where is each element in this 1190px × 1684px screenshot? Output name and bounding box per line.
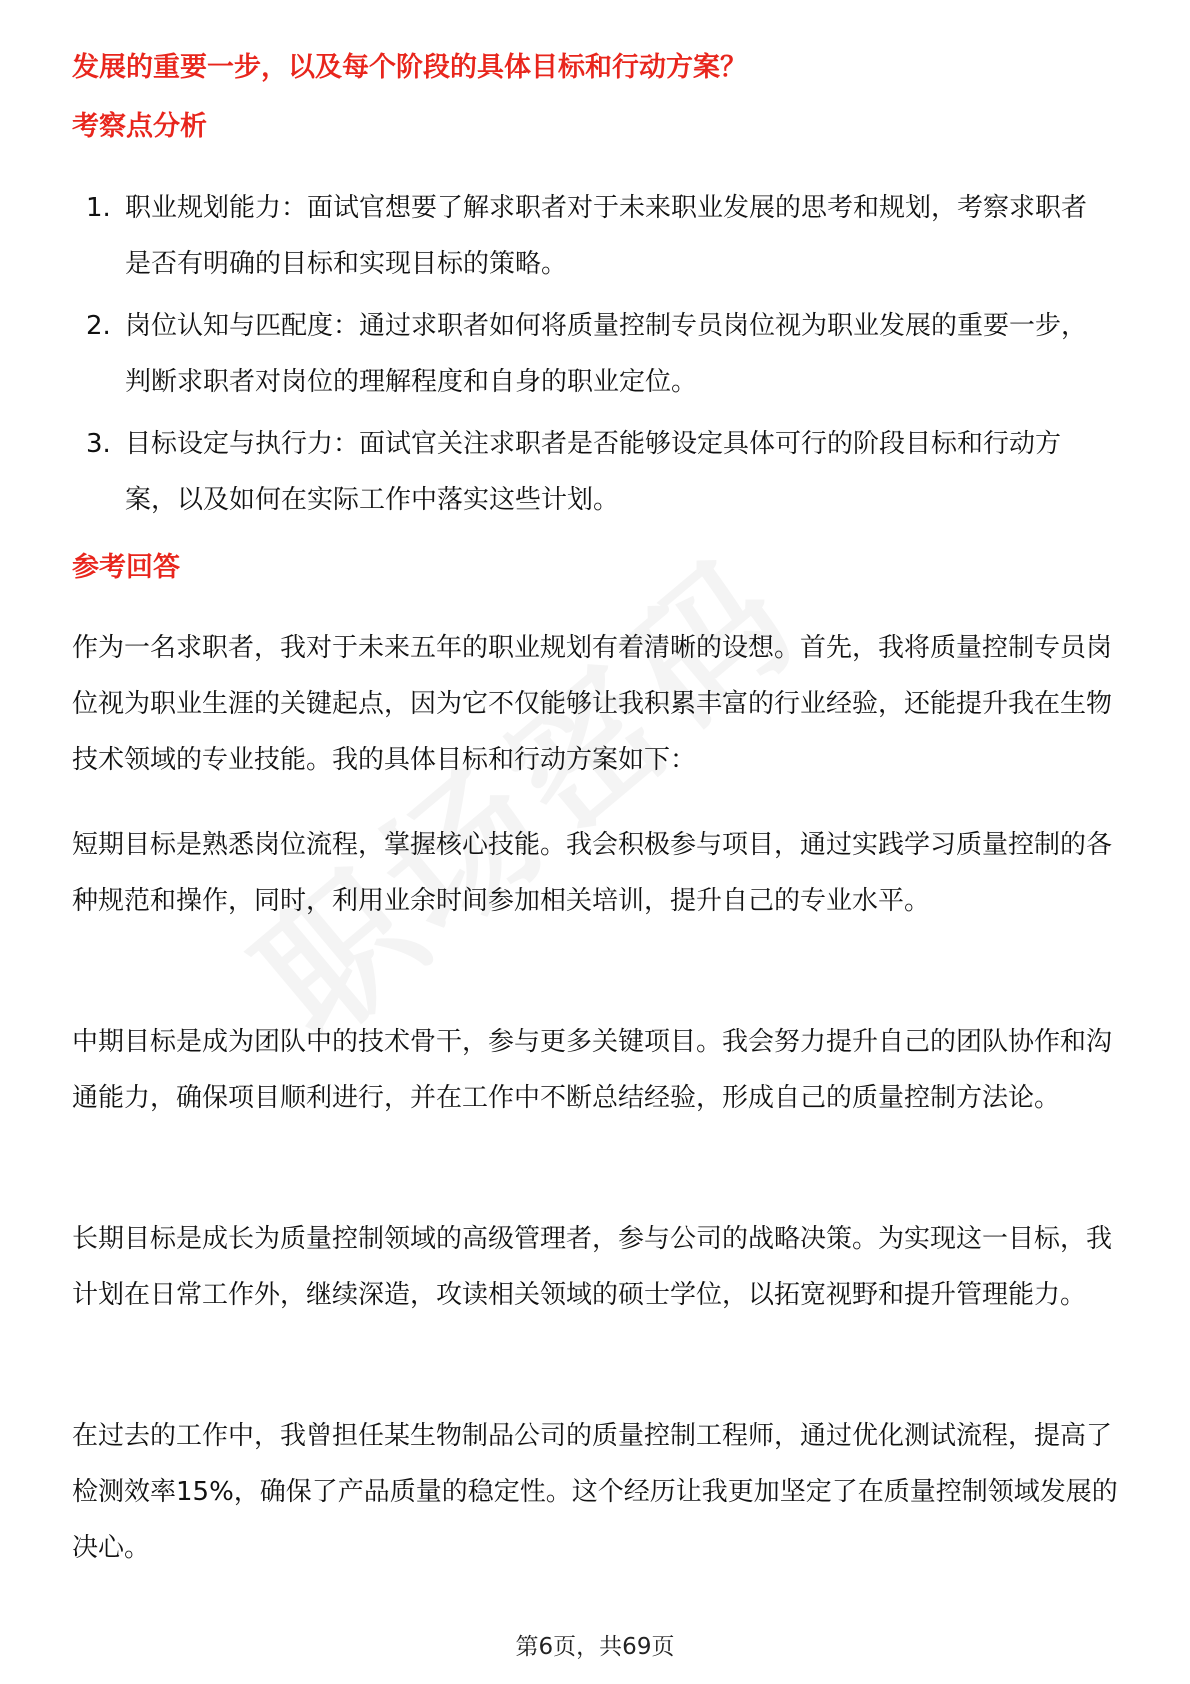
list-item <box>0 180 1190 292</box>
list-number: 2. <box>86 311 111 341</box>
list-number: 3. <box>86 429 111 459</box>
page-footer: 第6页，共69页 <box>515 1634 675 1660</box>
list-item-text: 职业规划能力：面试官想要了解求职者对于未来职业发展的思考和规划，考察求职者是否有明确的目标和实现目标的策略。 <box>125 193 1088 279</box>
watermark <box>205 500 834 1077</box>
answer-paragraph: 中期目标是成为团队中的技术骨干，参与更多关键项目。我会努力提升自己的团队协作和沟通能力，确保项目顺利进行，并在工作中不断总结经验，形成自己的质量控制方法论。 <box>72 1027 1113 1113</box>
list-item <box>0 416 1190 528</box>
list-item-text: 岗位认知与匹配度：通过求职者如何将质量控制专员岗位视为职业发展的重要一步，判断求职者对岗位的理解程度和自身的职业定位。 <box>125 311 1088 397</box>
answer-paragraph: 短期目标是熟悉岗位流程，掌握核心技能。我会积极参与项目，通过实践学习质量控制的各种规范和操作，同时，利用业余时间参加相关培训，提升自己的专业水平。 <box>72 830 1113 916</box>
analysis-list <box>0 180 1190 534</box>
analysis-heading: 考察点分析 <box>72 111 207 142</box>
answer-paragraph: 在过去的工作中，我曾担任某生物制品公司的质量控制工程师，通过优化测试流程，提高了检测效率15%，确保了产品质量的稳定性。这个经历让我更加坚定了在质量控制领域发展的决心。 <box>72 1421 1118 1563</box>
answer-heading: 参考回答 <box>72 552 180 583</box>
list-item-text: 目标设定与执行力：面试官关注求职者是否能够设定具体可行的阶段目标和行动方案，以及如何在实际工作中落实这些计划。 <box>125 429 1062 515</box>
answer-paragraph: 作为一名求职者，我对于未来五年的职业规划有着清晰的设想。首先，我将质量控制专员岗位视为职业生涯的关键起点，因为它不仅能够让我积累丰富的行业经验，还能提升我在生物技术领域的专业技能。我的具体目标和行动方案如下： <box>72 633 1113 775</box>
list-item <box>0 298 1190 410</box>
question-continuation: 发展的重要一步，以及每个阶段的具体目标和行动方案？ <box>72 52 747 83</box>
list-number: 1. <box>86 193 111 223</box>
answer-paragraph: 长期目标是成长为质量控制领域的高级管理者，参与公司的战略决策。为实现这一目标，我计划在日常工作外，继续深造，攻读相关领域的硕士学位，以拓宽视野和提升管理能力。 <box>72 1224 1113 1310</box>
